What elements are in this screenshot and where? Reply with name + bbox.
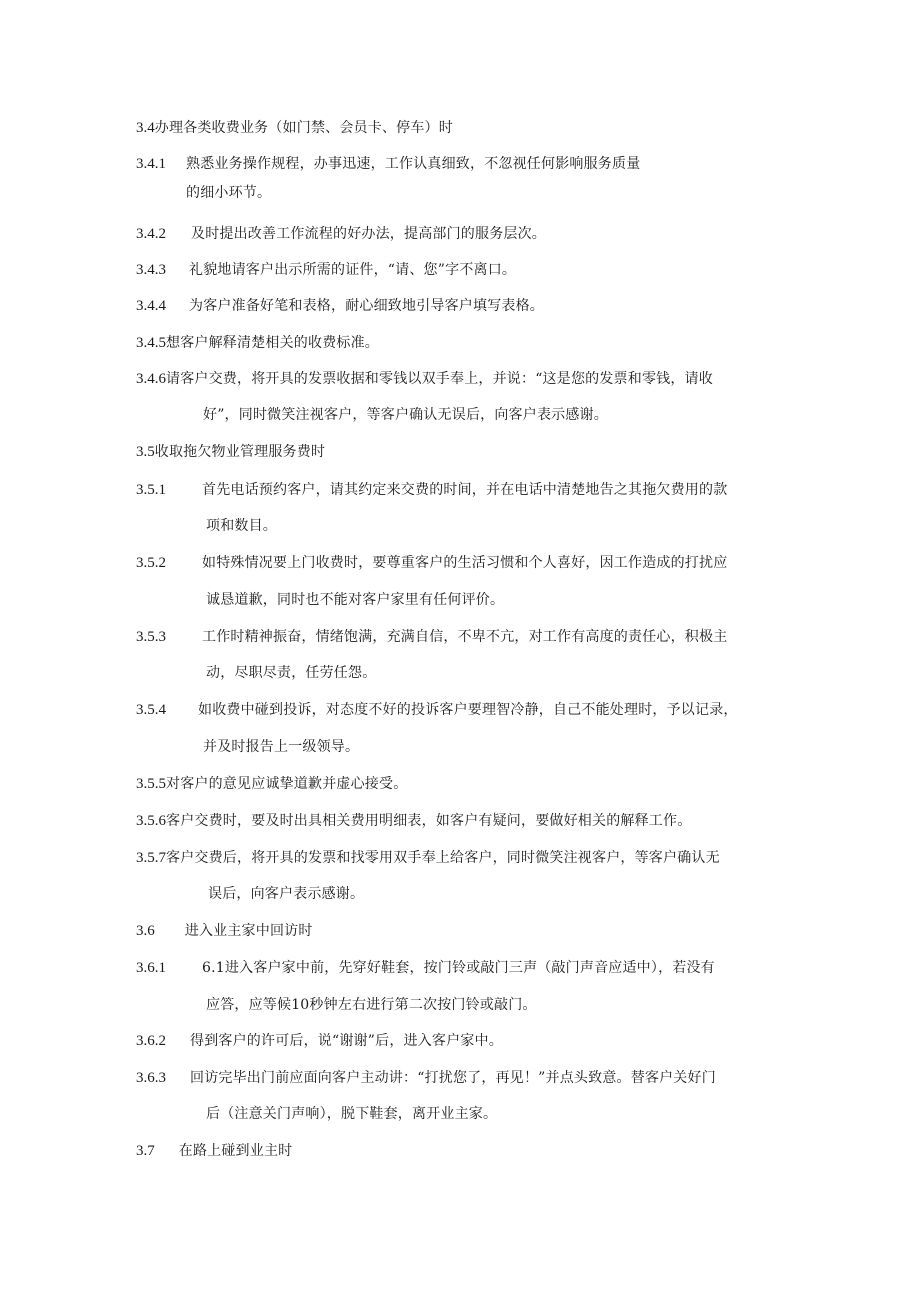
item-3-5-4-cont: 并及时报告上一级领导。 — [203, 739, 360, 755]
section-3-4: 3.4办理各类收费业务（如门禁、会员卡、停车）时 — [136, 120, 453, 136]
section-3-7: 3.7 在路上碰到业主时 — [136, 1143, 293, 1159]
item-3-4-4: 3.4.4 为客户准备好笔和表格，耐心细致地引导客户填写表格。 — [136, 298, 544, 314]
item-3-4-6: 3.4.6请客户交费，将开具的发票收据和零钱以双手奉上，并说：“这是您的发票和零钱，请收 — [136, 371, 713, 387]
item-3-4-1-cont: 的细小环节。 — [186, 185, 272, 201]
item-3-5-3-cont: 动，尽职尽责，任劳任怨。 — [206, 665, 377, 681]
item-3-5-6: 3.5.6客户交费时，要及时出具相关费用明细表，如客户有疑问，要做好相关的解释工作。 — [136, 813, 692, 829]
item-3-5-7-cont: 误后，向客户表示感谢。 — [208, 886, 365, 902]
item-3-4-6-cont: 好”，同时微笑注视客户，等客户确认无误后，向客户表示感谢。 — [203, 407, 608, 423]
item-3-5-1-cont: 项和数目。 — [206, 518, 277, 534]
item-3-5-2: 3.5.2 如特殊情况要上门收费时，要尊重客户的生活习惯和个人喜好，因工作造成的打扰应 — [136, 555, 728, 571]
item-3-6-3-cont: 后（注意关门声响），脱下鞋套，离开业主家。 — [206, 1106, 498, 1122]
item-3-5-3: 3.5.3 工作时精神振奋，情绪饱满，充满自信，不卑不亢，对工作有高度的责任心，积极主 — [136, 629, 728, 645]
item-3-6-1-cont: 应答，应等候10秒钟左右进行第二次按门铃或敲门。 — [206, 997, 537, 1013]
item-3-5-7: 3.5.7客户交费后，将开具的发票和找零用双手奉上给客户，同时微笑注视客户，等客户确认无 — [136, 850, 720, 866]
item-3-4-3: 3.4.3 礼貌地请客户出示所需的证件，“请、您”字不离口。 — [136, 262, 517, 278]
item-3-5-1: 3.5.1 首先电话预约客户，请其约定来交费的时间，并在电话中清楚地告之其拖欠费用的款 — [136, 482, 728, 498]
item-3-5-4: 3.5.4 如收费中碰到投诉，对态度不好的投诉客户要理智冷静，自己不能处理时，予以记录， — [136, 702, 738, 718]
item-3-4-2: 3.4.2 及时提出改善工作流程的好办法，提高部门的服务层次。 — [136, 226, 546, 242]
item-3-6-2: 3.6.2 得到客户的许可后，说“谢谢”后，进入客户家中。 — [136, 1033, 503, 1049]
item-3-4-1: 3.4.1 熟悉业务操作规程，办事迅速，工作认真细致，不忽视任何影响服务质量 — [136, 156, 641, 172]
item-3-6-3: 3.6.3 回访完毕出门前应面向客户主动讲：“打扰您了，再见！”并点头致意。替客户关好门 — [136, 1070, 716, 1086]
item-3-6-1: 3.6.1 6.1进入客户家中前，先穿好鞋套，按门铃或敲门三声（敲门声音应适中），若没有 — [136, 960, 715, 976]
item-3-4-5: 3.4.5想客户解释清楚相关的收费标准。 — [136, 335, 379, 351]
item-3-5-2-cont: 诚恳道歉，同时也不能对客户家里有任何评价。 — [206, 592, 505, 608]
section-3-5: 3.5收取拖欠物业管理服务费时 — [136, 444, 326, 460]
item-3-5-5: 3.5.5对客户的意见应诚挚道歉并虚心接受。 — [136, 776, 408, 792]
section-3-6: 3.6 进入业主家中回访时 — [136, 923, 313, 939]
